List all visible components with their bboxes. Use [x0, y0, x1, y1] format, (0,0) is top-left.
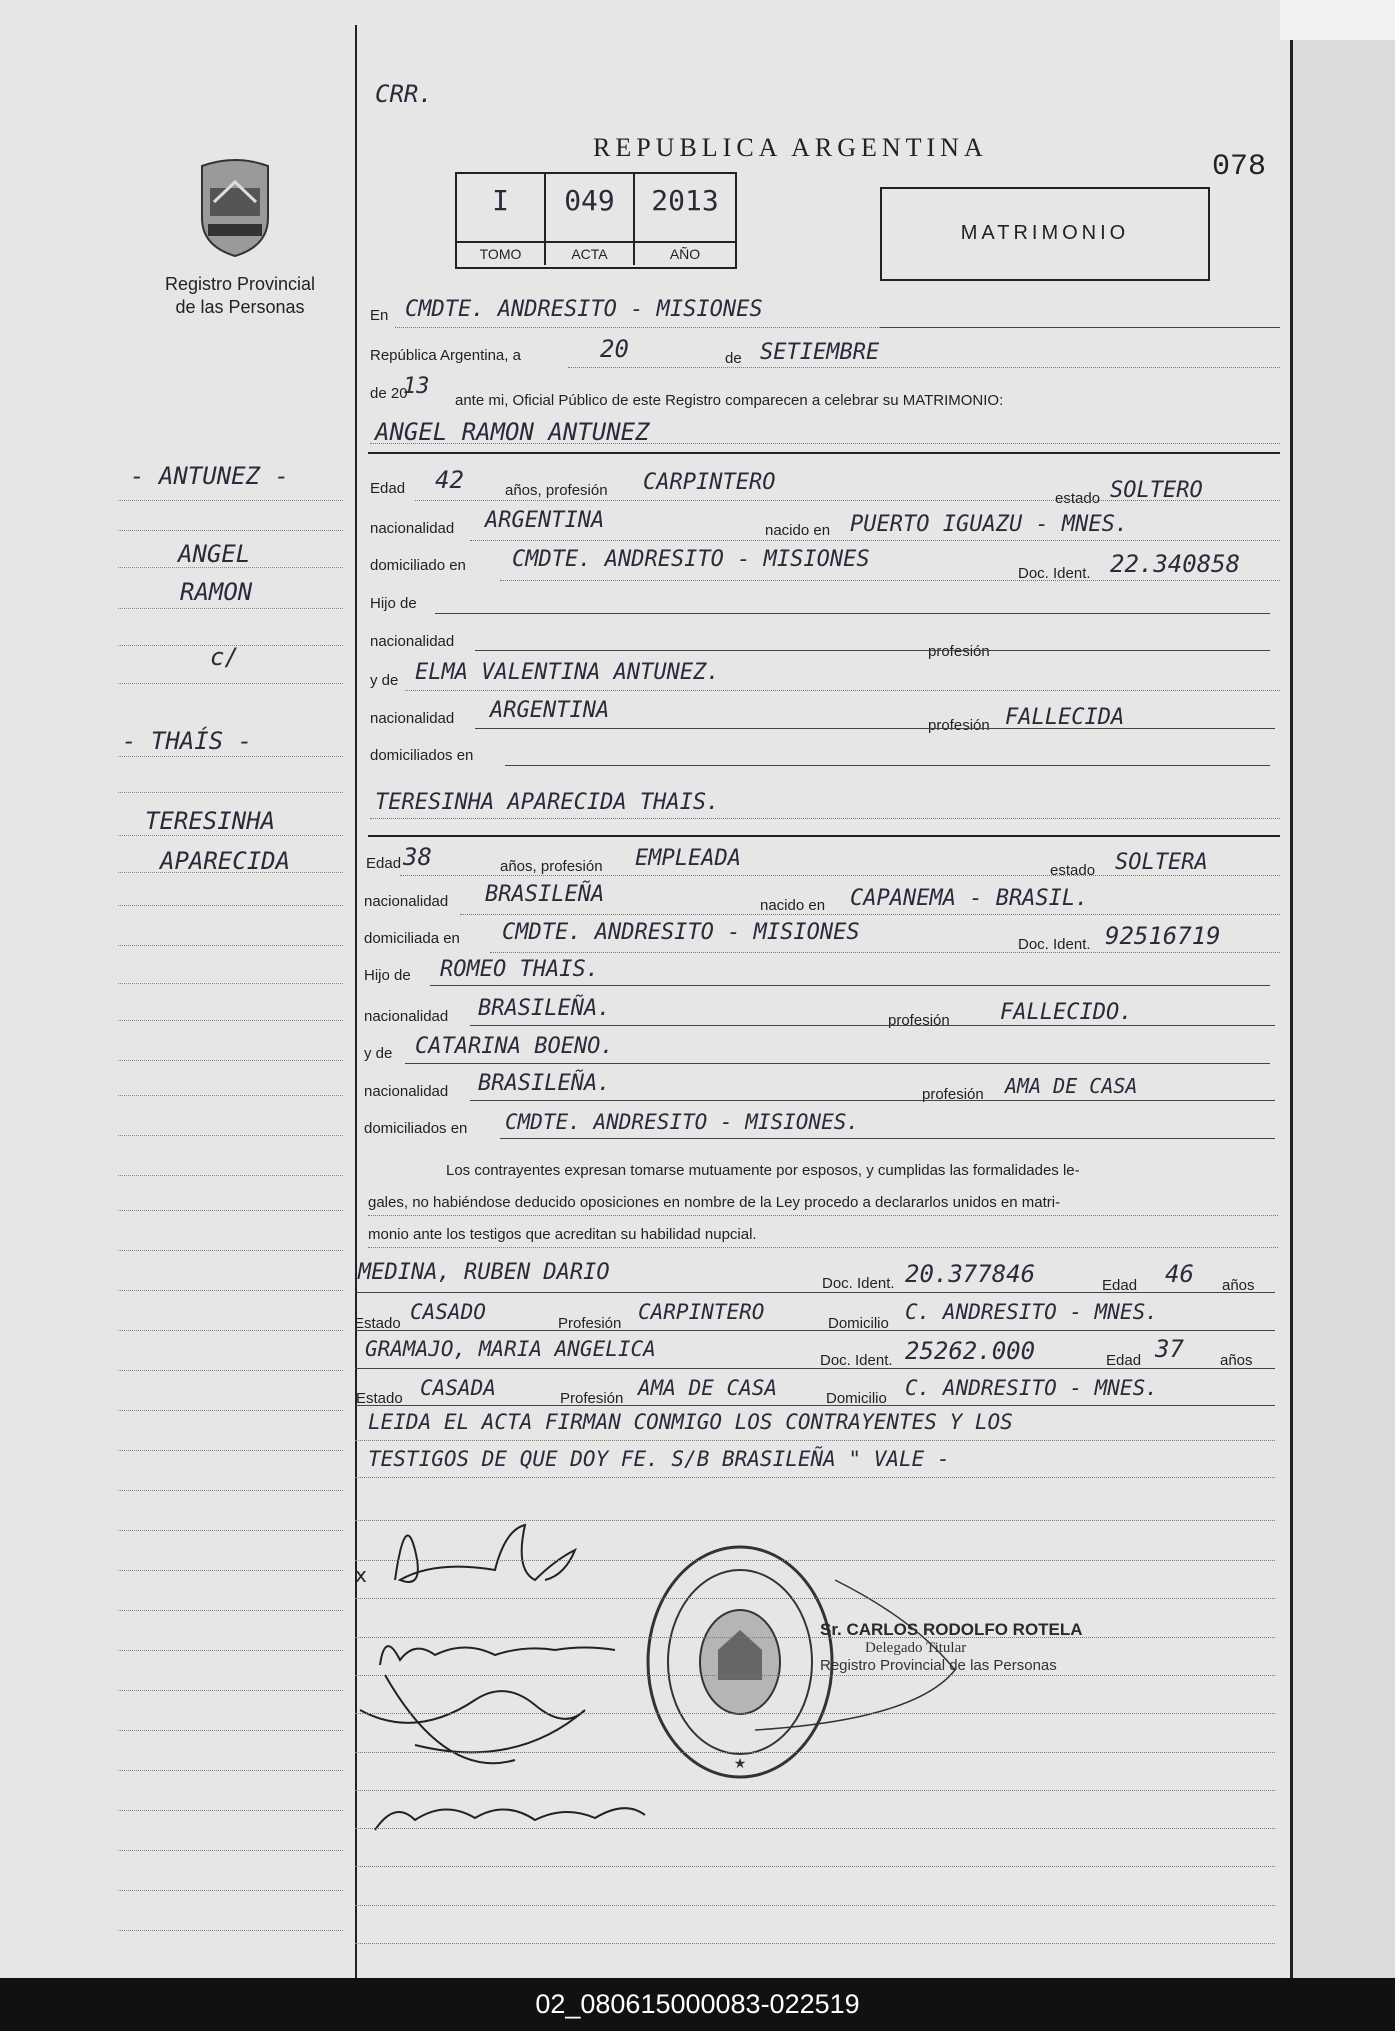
- witness2-name: GRAMAJO, MARIA ANGELICA: [365, 1337, 656, 1361]
- margin-given-groom-1: ANGEL: [178, 540, 251, 568]
- margin-line: [118, 835, 343, 836]
- groom-section-rule: [368, 452, 1280, 454]
- witness1-dom-label: Domicilio: [828, 1315, 889, 1332]
- groom-madre-nac-label: nacionalidad: [370, 710, 455, 727]
- witness1-domicilio: C. ANDRESITO - MNES.: [905, 1300, 1158, 1324]
- groom-yde-label: y de: [370, 672, 399, 689]
- date-line: [568, 367, 1280, 368]
- signature-rule: [355, 1752, 1275, 1753]
- witness1-estado: CASADO: [410, 1300, 486, 1324]
- groom-madre-nac-line: [475, 728, 1275, 729]
- svg-text:★: ★: [733, 1756, 747, 1772]
- signature-rule: [355, 1790, 1275, 1791]
- witness2-prof-label: Profesión: [560, 1390, 624, 1407]
- groom-padre-prof-label: profesión: [928, 643, 990, 660]
- witness2-doc: 25262.000: [905, 1337, 1036, 1365]
- bride-padre: ROMEO THAIS.: [440, 957, 599, 982]
- bride-hijo-line: [430, 985, 1270, 986]
- bride-nacido: CAPANEMA - BRASIL.: [850, 886, 1089, 911]
- witness2-estado: CASADA: [420, 1376, 496, 1400]
- closing-rule2: [355, 1477, 1275, 1478]
- groom-doc-label: Doc. Ident.: [1018, 565, 1091, 582]
- signature-rule: [355, 1675, 1275, 1676]
- margin-line: [118, 1810, 343, 1811]
- bride-madre-prof: AMA DE CASA: [1005, 1074, 1138, 1098]
- svg-text:x: x: [355, 1563, 367, 1587]
- groom-nacionalidad: ARGENTINA: [485, 508, 605, 533]
- margin-line: [118, 500, 343, 501]
- margin-line: [118, 1850, 343, 1851]
- country-title: REPUBLICA ARGENTINA: [593, 133, 988, 162]
- margin-line: [118, 1020, 343, 1021]
- margin-line: [118, 1175, 343, 1176]
- margin-line: [118, 1250, 343, 1251]
- margin-line: [118, 1650, 343, 1651]
- bride-nacido-label: nacido en: [760, 897, 826, 914]
- bride-padre-prof-label: profesión: [888, 1012, 950, 1029]
- margin-line: [118, 756, 343, 757]
- bride-padre-nac: BRASILEÑA.: [478, 996, 611, 1021]
- witness2-line: [355, 1368, 1275, 1369]
- intro-text: ante mi, Oficial Público de este Registro comparecen a celebrar su MATRIMONIO:: [455, 392, 1004, 409]
- witness1-profesion: CARPINTERO: [638, 1300, 765, 1324]
- witness2-profesion: AMA DE CASA: [638, 1376, 778, 1400]
- witness1-estado-label: Estado: [354, 1315, 401, 1332]
- margin-line: [118, 792, 343, 793]
- witness2-doc-label: Doc. Ident.: [820, 1352, 893, 1369]
- witness2-edad-label: Edad: [1106, 1352, 1142, 1369]
- witness1-doc-label: Doc. Ident.: [822, 1275, 895, 1292]
- margin-line: [118, 1450, 343, 1451]
- witness1-doc: 20.377846: [905, 1260, 1036, 1288]
- bride-madre: CATARINA BOENO.: [415, 1034, 614, 1059]
- margin-line: [118, 1530, 343, 1531]
- witness1-anios-label: años: [1222, 1277, 1255, 1294]
- bride-edad: 38: [403, 843, 432, 871]
- groom-doms-label: domiciliados en: [370, 747, 474, 764]
- witness2-estado-label: Estado: [356, 1390, 403, 1407]
- groom-edad-line: [415, 500, 1280, 501]
- declaration-line3: monio ante los testigos que acreditan su habilidad nupcial.: [368, 1226, 757, 1243]
- bride-doms-label: domiciliados en: [364, 1120, 468, 1137]
- margin-surname-bride: - THAÍS -: [122, 727, 253, 755]
- bride-padre-nac-label: nacionalidad: [364, 1008, 449, 1025]
- groom-nacido: PUERTO IGUAZU - MNES.: [850, 512, 1129, 537]
- tomo-value: I: [492, 184, 509, 217]
- witness1-prof-label: Profesión: [558, 1315, 622, 1332]
- closing-line2: TESTIGOS DE QUE DOY FE. S/B BRASILEÑA " VALE -: [368, 1447, 950, 1471]
- margin-given-bride-1: TERESINHA: [145, 807, 276, 835]
- groom-padre-nac-line: [475, 650, 1270, 651]
- act-type-box: [880, 187, 1210, 281]
- witness1-edad: 46: [1165, 1260, 1194, 1288]
- bride-edad-line: [400, 875, 1280, 876]
- margin-line: [118, 983, 343, 984]
- margin-line: [118, 1095, 343, 1096]
- groom-madre-nac: ARGENTINA: [490, 698, 610, 723]
- groom-edad: 42: [435, 466, 464, 494]
- bride-hijo-label: Hijo de: [364, 967, 411, 984]
- margin-line: [118, 1610, 343, 1611]
- margin-line: [118, 905, 343, 906]
- witness2-dom-label: Domicilio: [826, 1390, 887, 1407]
- en-label: En: [370, 307, 389, 324]
- groom-hijo-line: [435, 613, 1270, 614]
- declaration: [368, 1155, 1258, 1251]
- groom-padre-nac-label: nacionalidad: [370, 633, 455, 650]
- declaration-line: [368, 1247, 1278, 1248]
- signature-rule: [355, 1905, 1275, 1906]
- anio-cell: [635, 174, 735, 265]
- de-label: de: [725, 350, 742, 367]
- margin-conjunction: c/: [210, 643, 239, 671]
- acta-value: 049: [564, 184, 615, 217]
- margin-line: [118, 1890, 343, 1891]
- margin-given-bride-2: APARECIDA: [160, 847, 291, 875]
- witness1-name: MEDINA, RUBEN DARIO: [358, 1260, 610, 1285]
- groom-hijo-label: Hijo de: [370, 595, 417, 612]
- witness1-edad-label: Edad: [1102, 1277, 1138, 1294]
- bride-madre-line: [405, 1063, 1270, 1064]
- witness2-line2: [355, 1405, 1275, 1406]
- witness2-edad: 37: [1155, 1335, 1184, 1363]
- page-number: 078: [1212, 150, 1267, 184]
- bride-anios-prof-label: años, profesión: [500, 858, 603, 875]
- witness1-line: [355, 1292, 1275, 1293]
- margin-line: [118, 1135, 343, 1136]
- bride-doc-label: Doc. Ident.: [1018, 936, 1091, 953]
- bride-doms: CMDTE. ANDRESITO - MISIONES.: [505, 1110, 860, 1134]
- margin-line: [118, 1210, 343, 1211]
- bride-padre-prof: FALLECIDO.: [1000, 1000, 1133, 1025]
- day: 20: [600, 335, 629, 363]
- closing-rule1: [355, 1440, 1275, 1441]
- bride-dom-line: [490, 952, 1280, 953]
- groom-doms-line: [505, 765, 1270, 766]
- anio-label: AÑO: [635, 241, 735, 265]
- bride-madre-nac: BRASILEÑA.: [478, 1071, 611, 1096]
- declaration-line: [368, 1215, 1278, 1216]
- margin-line: [118, 683, 343, 684]
- margin-line: [118, 530, 343, 531]
- signature-rule: [355, 1520, 1275, 1521]
- bride-name: TERESINHA APARECIDA THAIS.: [375, 790, 720, 815]
- declaration-line2: gales, no habiéndose deducido oposiciones en nombre de la Ley procedo a declararlos unidos en matri-: [368, 1194, 1061, 1211]
- bride-padre-nac-line: [470, 1025, 1275, 1026]
- bride-section-rule: [368, 835, 1280, 837]
- bride-nacionalidad: BRASILEÑA: [485, 882, 605, 907]
- margin-line: [118, 1690, 343, 1691]
- margin-surname-groom: - ANTUNEZ -: [130, 462, 289, 490]
- margin-line: [118, 1730, 343, 1731]
- official-name: Sr. CARLOS RODOLFO ROTELA: [820, 1620, 1083, 1639]
- scan-id-footer: 02_080615000083-022519: [0, 1978, 1395, 2031]
- margin-line: [118, 1290, 343, 1291]
- groom-dom-line: [500, 580, 1280, 581]
- bride-madre-prof-label: profesión: [922, 1086, 984, 1103]
- margin-line: [118, 945, 343, 946]
- witness1-line2: [355, 1330, 1275, 1331]
- groom-nac-label: nacionalidad: [370, 520, 455, 537]
- signature-rule: [355, 1598, 1275, 1599]
- margin-line: [118, 1770, 343, 1771]
- bride-estado: SOLTERA: [1115, 850, 1208, 875]
- bride-madre-nac-line: [470, 1100, 1275, 1101]
- signature-rule: [355, 1828, 1275, 1829]
- bride-name-line: [370, 818, 1280, 819]
- groom-madre-line: [405, 690, 1280, 691]
- groom-madre-prof: FALLECIDA: [1005, 705, 1125, 730]
- acta-label: ACTA: [546, 241, 633, 265]
- margin-line: [118, 1410, 343, 1411]
- bride-edad-label: Edad: [366, 855, 402, 872]
- bride-nac-line: [460, 914, 1280, 915]
- tomo-label: TOMO: [457, 241, 544, 265]
- groom-domicilio: CMDTE. ANDRESITO - MISIONES: [512, 547, 870, 572]
- margin-line: [118, 1490, 343, 1491]
- bride-doms-line: [500, 1138, 1275, 1139]
- official-office: Registro Provincial de las Personas: [820, 1657, 1057, 1674]
- year-prefix: de 20: [370, 385, 408, 402]
- groom-estado: SOLTERO: [1110, 478, 1203, 503]
- signature-rule: [355, 1713, 1275, 1714]
- code-annotation: CRR.: [375, 80, 433, 108]
- margin-line: [118, 1930, 343, 1931]
- month: SETIEMBRE: [760, 340, 880, 365]
- declaration-line1: Los contrayentes expresan tomarse mutuamente por esposos, y cumplidas las formalidades le-: [446, 1162, 1080, 1179]
- signature-rule: [355, 1866, 1275, 1867]
- acta-cell: [546, 174, 635, 265]
- margin-line: [118, 608, 343, 609]
- registry-line1: Registro Provincial: [164, 274, 316, 294]
- year-suffix: 13: [403, 374, 430, 399]
- closing-line1: LEIDA EL ACTA FIRMAN CONMIGO LOS CONTRAYENTES Y LOS: [368, 1410, 1013, 1434]
- groom-doc: 22.340858: [1110, 550, 1241, 578]
- margin-line: [118, 1570, 343, 1571]
- witness2-domicilio: C. ANDRESITO - MNES.: [905, 1376, 1158, 1400]
- groom-edad-label: Edad: [370, 480, 406, 497]
- margin-given-groom-2: RAMON: [180, 578, 253, 606]
- groom-nacido-label: nacido en: [765, 522, 831, 539]
- official-title: Delegado Titular: [865, 1640, 967, 1656]
- bride-domicilio: CMDTE. ANDRESITO - MISIONES: [502, 920, 860, 945]
- place-rule: [880, 327, 1280, 328]
- margin-line: [118, 1370, 343, 1371]
- signature-rule: [355, 1637, 1275, 1638]
- groom-name: ANGEL RAMON ANTUNEZ: [375, 418, 650, 446]
- bride-estado-label: estado: [1050, 862, 1096, 879]
- margin-line: [118, 1060, 343, 1061]
- groom-name-line: [370, 443, 1280, 444]
- margin-line: [118, 1330, 343, 1331]
- groom-profesion: CARPINTERO: [643, 470, 776, 495]
- bride-yde-label: y de: [364, 1045, 393, 1062]
- signature-rule: [355, 1560, 1275, 1561]
- groom-estado-label: estado: [1055, 490, 1101, 507]
- groom-dom-label: domiciliado en: [370, 557, 466, 574]
- groom-madre-prof-label: profesión: [928, 717, 990, 734]
- bride-madre-nac-label: nacionalidad: [364, 1083, 449, 1100]
- bride-dom-label: domiciliada en: [364, 930, 460, 947]
- page-corner: [1280, 0, 1395, 40]
- republica-label: República Argentina, a: [370, 347, 521, 364]
- groom-anios-prof-label: años, profesión: [505, 482, 608, 499]
- province-shield-icon: [194, 158, 276, 258]
- bride-profesion: EMPLEADA: [635, 846, 741, 871]
- registry-line2: de las Personas: [175, 297, 305, 317]
- signature-rule: [355, 1943, 1275, 1944]
- anio-value: 2013: [651, 184, 719, 217]
- bride-nac-label: nacionalidad: [364, 893, 449, 910]
- act-type: MATRIMONIO: [960, 222, 1130, 244]
- tomo-cell: [457, 174, 546, 265]
- registry-name: [130, 273, 350, 319]
- groom-madre: ELMA VALENTINA ANTUNEZ.: [415, 660, 720, 685]
- signatures-icon: [355, 1500, 1015, 1840]
- witness2-anios-label: años: [1220, 1352, 1253, 1369]
- registration-table: [455, 172, 737, 269]
- bride-doc: 92516719: [1105, 922, 1221, 950]
- groom-nac-line: [470, 540, 1280, 541]
- place: CMDTE. ANDRESITO - MISIONES: [405, 297, 763, 322]
